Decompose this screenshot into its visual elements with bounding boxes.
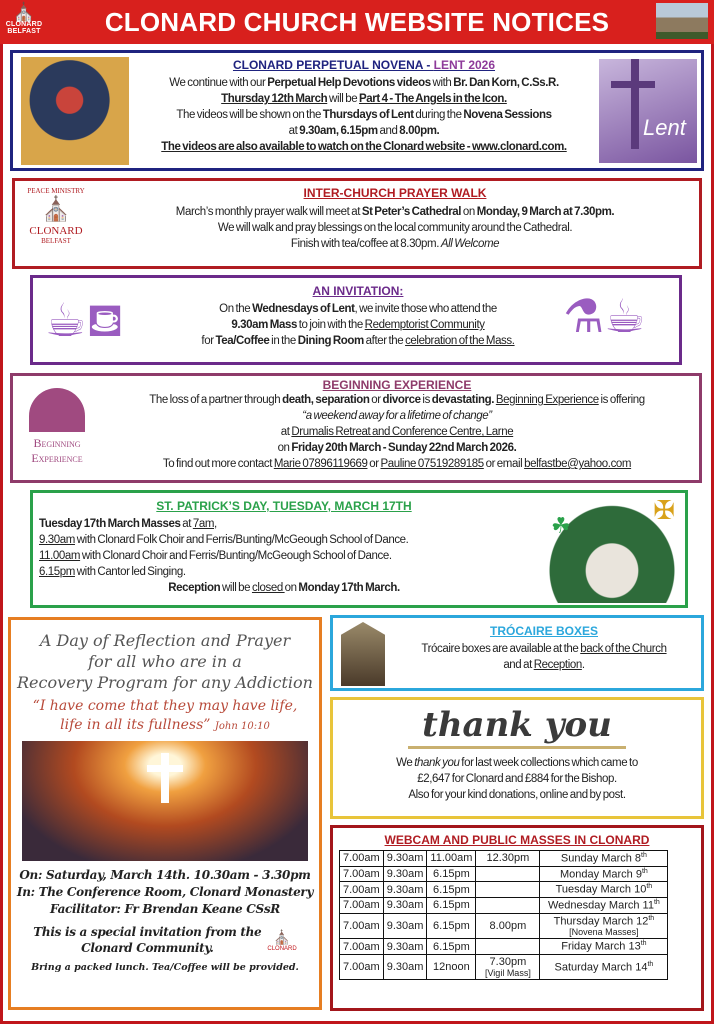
text-segment: We <box>396 757 415 769</box>
text-segment: is offering <box>598 394 645 406</box>
prayer-walk-notice: PEACE MINISTRY ⛪ CLONARD BELFAST INTER-CHURCH PRAYER WALK March’s monthly prayer walk will meet at St Peter’s Cathedral on Monday, 9 March at 7.30pm. We will walk and pray blessings on the local community around the Cathedral. Finish with tea/coffee at 8.30pm. All Welcome <box>12 178 702 269</box>
mass-time-cell: 12noon <box>427 954 476 979</box>
notice-line <box>333 755 701 771</box>
notice-line <box>99 408 695 424</box>
text-segment: for last week collections which came to <box>459 757 638 769</box>
text-segment: on <box>461 206 477 218</box>
table-row <box>340 851 668 867</box>
text-segment: at <box>288 125 300 137</box>
text-segment: St Peter’s Cathedral <box>361 206 462 218</box>
peace-ministry-logo: PEACE MINISTRY ⛪ CLONARD BELFAST <box>27 187 85 245</box>
text-segment: and at <box>503 659 534 671</box>
notice-line <box>131 123 597 139</box>
mass-time-cell: 8.00pm <box>476 913 540 939</box>
notice-line <box>333 787 701 803</box>
lent-cross-image <box>599 59 697 163</box>
text-segment: Part 4 - The Angels in the Icon. <box>359 93 507 105</box>
mass-time-cell <box>476 882 540 898</box>
text-segment: Pauline 07519289185 <box>380 458 484 470</box>
text-segment: On the <box>219 303 253 315</box>
mass-time-cell: 9.30am <box>383 882 427 898</box>
mass-time-cell: 7.00am <box>340 939 384 955</box>
text-segment: back of the Church <box>580 643 667 655</box>
text-segment: will be <box>220 582 252 594</box>
clonard-small-logo: ⛪ CLONARD <box>267 928 297 952</box>
text-segment: on <box>277 442 292 454</box>
mass-day-cell: Friday March 13th <box>540 939 668 955</box>
text-segment: Drumalis Retreat and Conference Centre, Larne <box>291 426 514 438</box>
notice-line <box>39 564 529 580</box>
mass-day-cell: Sunday March 8th <box>540 851 668 867</box>
text-segment: 7am <box>192 518 215 530</box>
text-segment: Br. Dan Korn, C.Ss.R. <box>453 77 559 89</box>
mass-times-table <box>339 850 668 980</box>
mass-time-cell: 7.00am <box>340 851 384 867</box>
table-row <box>340 866 668 882</box>
table-row <box>340 954 668 979</box>
text-segment: Reception <box>168 582 221 594</box>
text-segment: for <box>201 335 216 347</box>
notice-line <box>131 75 597 91</box>
notice-line <box>173 317 543 333</box>
mass-time-cell: 9.30am <box>383 954 427 979</box>
text-segment: to join with the <box>296 319 365 331</box>
text-segment: on <box>284 582 299 594</box>
mass-time-cell: 12.30pm <box>476 851 540 867</box>
text-segment: Monday 17th March. <box>298 582 400 594</box>
clonard-logo: ⛪ CLONARD BELFAST <box>5 2 43 35</box>
text-segment: and <box>377 125 400 137</box>
mass-time-cell: 11.00am <box>427 851 476 867</box>
text-segment: Reception <box>533 659 582 671</box>
text-segment: Friday 20th March - Sunday 22nd March 2026. <box>291 442 517 454</box>
notice-line <box>173 301 543 317</box>
mass-day-cell: Saturday March 14th <box>540 954 668 979</box>
text-segment: at <box>180 518 193 530</box>
lent-label: Lent <box>643 115 686 140</box>
notice-line <box>333 771 701 787</box>
perpetual-help-icon-image <box>21 57 129 165</box>
text-segment: The loss of a partner through <box>149 394 283 406</box>
text-segment: We will walk and pray blessings on the local community around the Cathedral. <box>217 222 573 234</box>
masses-notice: WEBCAM AND PUBLIC MASSES IN CLONARD 7.00am 9.30am 11.00am 12.30pm Sunday March 8th 7.00am 9.30am 6.15pm Monday March 9th 7.00am 9.30am 6.15pm Tuesday March 10th 7.00am 9.30am 6.15pm Wednesday March 11th 7.00am 9.30am 6.15pm 8.00pm Thursday March 12th [Novena Masses] 7.00am 9.30am 6.15pm Friday March 13th 7.00am 9.30am 12noon 7.30pm [Vigil Mass] Saturday March 14th <box>330 825 704 1011</box>
text-segment: with Cantor led Singing. <box>74 566 186 578</box>
notice-line <box>99 456 695 472</box>
notice-line <box>131 107 597 123</box>
text-segment: during the <box>413 109 464 121</box>
trocaire-box-image <box>341 622 385 686</box>
text-segment: belfastbe@yahoo.com <box>524 458 632 470</box>
text-segment: Monday, 9 March at 7.30pm. <box>476 206 615 218</box>
notice-line <box>95 220 695 236</box>
text-segment: 9.30am <box>39 534 75 546</box>
text-segment: Thursdays of Lent <box>322 109 414 121</box>
notice-line <box>95 236 695 252</box>
text-segment: Tuesday 17th March Masses <box>39 518 181 530</box>
teacup-teapot-icon: ☕︎⛾ <box>45 294 124 346</box>
table-row <box>340 913 668 939</box>
mass-time-cell: 7.00am <box>340 882 384 898</box>
text-segment: Thursday 12th March <box>221 93 328 105</box>
text-segment: March’s monthly prayer walk will meet at <box>175 206 362 218</box>
text-segment: will be <box>327 93 359 105</box>
mass-time-cell: 7.00am <box>340 954 384 979</box>
notice-line <box>131 139 597 155</box>
text-segment: at <box>280 426 292 438</box>
text-segment: Beginning Experience <box>495 394 599 406</box>
mass-time-cell: 7.30pm [Vigil Mass] <box>476 954 540 979</box>
notice-line <box>173 333 543 349</box>
text-segment: with Clonard Choir and Ferris/Bunting/McGeough School of Dance. <box>80 550 392 562</box>
text-segment: Finish with tea/coffee at 8.30pm. <box>290 238 441 250</box>
mass-time-cell: 9.30am <box>383 851 427 867</box>
mass-time-cell: 9.30am <box>383 913 427 939</box>
text-segment: To find out more contact <box>162 458 274 470</box>
beginning-experience-logo: Beginning Experience <box>19 384 95 476</box>
text-segment: closed <box>251 582 285 594</box>
text-segment: The videos are also available to watch on the Clonard website - www.clonard.com. <box>161 141 567 153</box>
coffee-pot-cup-icon: ⚗☕︎ <box>563 290 646 342</box>
text-segment: or email <box>483 458 525 470</box>
invitation-notice: ☕︎⛾ ⚗☕︎ AN INVITATION: On the Wednesdays of Lent, we invite those who attend the 9.30am Mass to join with the Redemptorist Community for Tea/Coffee in the Dining Room after the celebration of the Mass. <box>30 275 682 365</box>
notice-line <box>389 657 699 673</box>
table-row <box>340 897 668 913</box>
text-segment: . <box>581 659 585 671</box>
beginning-experience-notice: Beginning Experience BEGINNING EXPERIENCE The loss of a partner through death, separation or divorce is devastating. Beginning Experience is offering “a weekend away for a lifetime of change” at Drumalis Retreat and Conference Centre, Larne on Friday 20th March - Sunday 22nd March 2026. To find out more contact Marie 07896119669 or Pauline 07519289185 or email belfastbe@yahoo.com <box>10 373 702 483</box>
mass-time-cell: 6.15pm <box>427 939 476 955</box>
text-segment: 9.30am Mass <box>231 319 297 331</box>
text-segment: divorce <box>382 394 421 406</box>
text-segment: thank you <box>414 757 460 769</box>
notice-line <box>39 548 529 564</box>
thank-you-script: thank you <box>408 704 626 749</box>
notice-line <box>95 204 695 220</box>
table-row <box>340 939 668 955</box>
text-segment: in the <box>269 335 298 347</box>
broken-chains-cross-image <box>22 741 308 861</box>
text-segment: 6.15pm <box>39 566 75 578</box>
trocaire-notice: TRÓCAIRE BOXES Trócaire boxes are available at the back of the Church and at Reception. <box>330 615 704 691</box>
notice-line <box>39 532 529 548</box>
mass-day-cell: Thursday March 12th [Novena Masses] <box>540 913 668 939</box>
mass-day-cell: Wednesday March 11th <box>540 897 668 913</box>
mass-time-cell: 9.30am <box>383 939 427 955</box>
notice-line <box>131 91 597 107</box>
text-segment: Tea/Coffee <box>215 335 270 347</box>
text-segment: devastating. <box>431 394 495 406</box>
text-segment: 8.00pm. <box>399 125 440 137</box>
mass-time-cell <box>476 897 540 913</box>
text-segment: All Welcome <box>440 238 500 250</box>
text-segment: with <box>430 77 454 89</box>
text-segment: or <box>367 458 381 470</box>
text-segment: celebration of the Mass. <box>405 335 515 347</box>
notice-line <box>99 392 695 408</box>
text-segment: Wednesdays of Lent <box>252 303 355 315</box>
notice-line <box>39 516 529 532</box>
text-segment: or <box>369 394 383 406</box>
text-segment: The videos will be shown on the <box>176 109 323 121</box>
text-segment: after the <box>363 335 406 347</box>
page-title: CLONARD CHURCH WEBSITE NOTICES <box>104 7 610 37</box>
mass-time-cell: 7.00am <box>340 897 384 913</box>
text-segment: is <box>420 394 432 406</box>
text-segment: 9.30am, 6.15pm <box>299 125 378 137</box>
text-segment: , <box>214 518 217 530</box>
text-segment: We continue with our <box>169 77 268 89</box>
text-segment: with Clonard Folk Choir and Ferris/Bunting/McGeough School of Dance. <box>74 534 409 546</box>
mass-time-cell <box>476 939 540 955</box>
notice-line <box>389 641 699 657</box>
text-segment: Perpetual Help Devotions videos <box>267 77 431 89</box>
mass-day-cell: Tuesday March 10th <box>540 882 668 898</box>
text-segment: Marie 07896119669 <box>273 458 368 470</box>
mass-time-cell: 6.15pm <box>427 913 476 939</box>
mass-time-cell: 9.30am <box>383 897 427 913</box>
church-photo <box>656 3 708 39</box>
mass-time-cell: 6.15pm <box>427 897 476 913</box>
mass-time-cell: 7.00am <box>340 866 384 882</box>
mass-time-cell: 6.15pm <box>427 882 476 898</box>
mass-time-cell: 9.30am <box>383 866 427 882</box>
novena-notice: Lent CLONARD PERPETUAL NOVENA - LENT 2026 We continue with our Perpetual Help Devotions videos with Br. Dan Korn, C.Ss.R. Thursday 12th March will be Part 4 - The Angels in the Icon. The videos will be shown on the Thursdays of Lent during the Novena Sessions at 9.30am, 6.15pm and 8.00pm. The videos are also available to watch on the Clonard website - www.clonard.com. <box>10 50 704 171</box>
text-segment: , we invite those who attend the <box>354 303 497 315</box>
text-segment: death, separation <box>282 394 370 406</box>
recovery-day-notice: A Day of Reflection and Prayer for all who are in a Recovery Program for any Addiction “I have come that they may have life, life in all its fullness” John 10:10 On: Saturday, March 14th. 10.30am - 3.30pm In: The Conference Room, Clonard Monastery Facilitator: Fr Brendan Keane CSsR This is a special invitation from the Clonard Community. ⛪ CLONARD Bring a packed lunch. Tea/Coffee will be provided. <box>8 617 322 1010</box>
page-header <box>0 0 714 44</box>
text-segment: £2,647 for Clonard and £884 for the Bishop. <box>417 773 617 785</box>
table-row <box>340 882 668 898</box>
text-segment: Redemptorist Community <box>364 319 485 331</box>
text-segment: Novena Sessions <box>463 109 552 121</box>
st-patrick-image: ☘ ✠ <box>539 495 685 603</box>
text-segment: 11.00am <box>39 550 81 562</box>
thank-you-notice <box>330 697 704 819</box>
text-segment: “a weekend away for a lifetime of change” <box>302 410 492 422</box>
mass-time-cell: 6.15pm <box>427 866 476 882</box>
st-patricks-day-notice: ☘ ✠ ST. PATRICK’S DAY, TUESDAY, MARCH 17TH Tuesday 17th March Masses at 7am, 9.30am with Clonard Folk Choir and Ferris/Bunting/McGeough School of Dance. 11.00am with Clonard Choir and Ferris/Bunting/McGeough School of Dance. 6.15pm with Cantor led Singing. Reception will be closed on Monday 17th March. <box>30 490 688 608</box>
mass-time-cell: 7.00am <box>340 913 384 939</box>
mass-time-cell <box>476 866 540 882</box>
text-segment: Also for your kind donations, online and by post. <box>408 789 626 801</box>
mass-day-cell: Monday March 9th <box>540 866 668 882</box>
notice-line <box>99 424 695 440</box>
text-segment: Dining Room <box>297 335 364 347</box>
text-segment: Trócaire boxes are available at the <box>421 643 581 655</box>
notice-line <box>99 440 695 456</box>
